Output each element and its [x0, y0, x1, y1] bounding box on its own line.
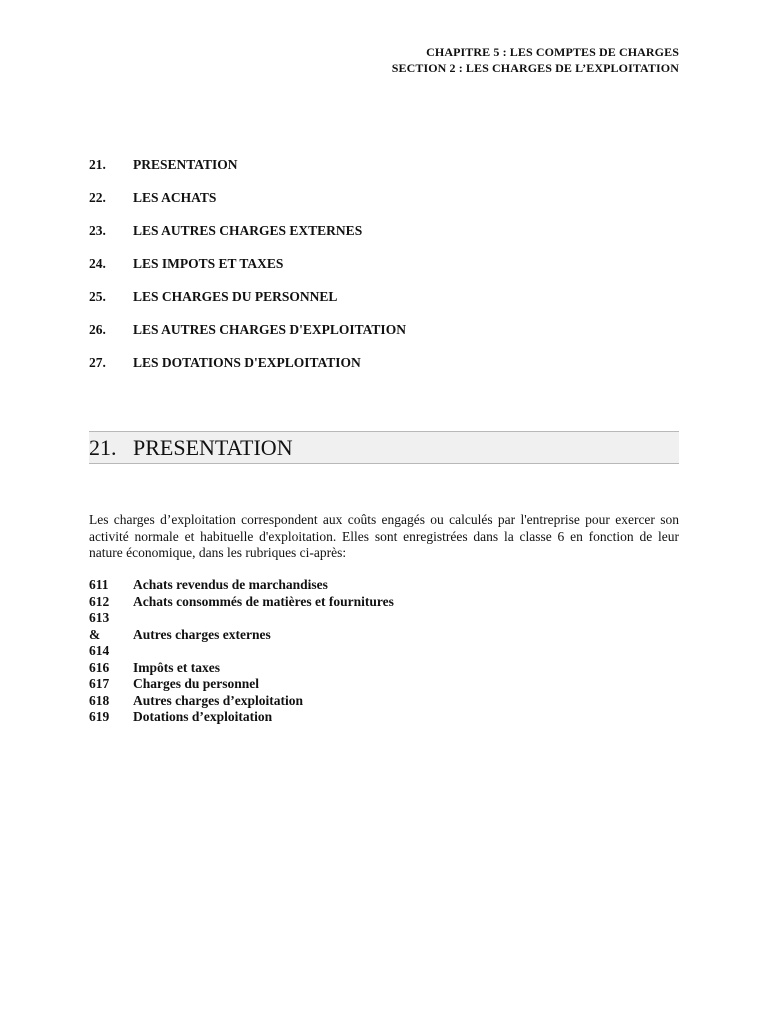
account-code: 613: [89, 610, 110, 625]
account-code: &: [89, 626, 101, 642]
section-subtitle: SECTION 2 : LES CHARGES DE L’EXPLOITATION: [391, 61, 679, 75]
account-row: [89, 709, 679, 726]
toc-item: [89, 287, 689, 320]
account-code: 618: [89, 692, 110, 708]
toc-item: [89, 188, 689, 221]
section-heading: [89, 431, 679, 464]
toc-label: PRESENTATION: [133, 157, 238, 172]
section-number: 21.: [89, 434, 117, 460]
account-label: Charges du personnel: [133, 676, 260, 691]
account-row: [89, 643, 679, 660]
toc-label: LES AUTRES CHARGES D'EXPLOITATION: [133, 322, 406, 337]
table-of-contents: [89, 155, 689, 386]
account-row: [89, 660, 679, 677]
page-header: [392, 44, 679, 76]
toc-label: LES DOTATIONS D'EXPLOITATION: [133, 355, 361, 370]
account-code: 612: [89, 593, 110, 609]
account-label: Autres charges externes: [133, 626, 271, 642]
account-label: Impôts et taxes: [133, 659, 220, 675]
account-label: Achats revendus de marchandises: [133, 577, 328, 592]
toc-item: [89, 353, 689, 386]
account-row: [89, 577, 679, 594]
account-label: Achats consommés de matières et fournitures: [133, 593, 394, 609]
account-code: 616: [89, 659, 110, 675]
toc-label: LES CHARGES DU PERSONNEL: [133, 289, 338, 304]
intro-paragraph: Les charges d’exploitation correspondent aux coûts engagés ou calculés par l'entreprise pour exercer son activité normale et habituelle d'exploitation. Elles sont enregistrées dans la classe 6 en fonction de leur nature économique, dans les rubriques ci-après:: [89, 512, 679, 560]
toc-number: 23.: [89, 223, 106, 238]
toc-label: LES AUTRES CHARGES EXTERNES: [133, 223, 363, 238]
account-label: Autres charges d’exploitation: [133, 692, 303, 708]
account-row: [89, 610, 679, 627]
account-code: 614: [89, 643, 110, 658]
account-row: [89, 676, 679, 693]
account-row: [89, 693, 679, 710]
account-code: 611: [89, 577, 109, 592]
toc-item: [89, 221, 689, 254]
toc-number: 22.: [89, 190, 106, 205]
toc-number: 24.: [89, 256, 106, 271]
account-row: [89, 594, 679, 611]
toc-label: LES IMPOTS ET TAXES: [133, 256, 284, 271]
toc-number: 27.: [89, 355, 106, 370]
account-code: 617: [89, 676, 110, 691]
account-list: [89, 577, 679, 726]
toc-number: 26.: [89, 322, 106, 337]
section-title: PRESENTATION: [133, 434, 293, 460]
toc-number: 21.: [89, 157, 106, 172]
account-label: Dotations d’exploitation: [133, 709, 273, 724]
toc-item: [89, 254, 689, 287]
toc-label: LES ACHATS: [133, 190, 217, 205]
toc-item: [89, 155, 689, 188]
toc-item: [89, 320, 689, 353]
chapter-title: CHAPITRE 5 : LES COMPTES DE CHARGES: [426, 45, 679, 59]
account-code: 619: [89, 709, 110, 724]
toc-number: 25.: [89, 289, 106, 304]
account-row: [89, 627, 679, 644]
